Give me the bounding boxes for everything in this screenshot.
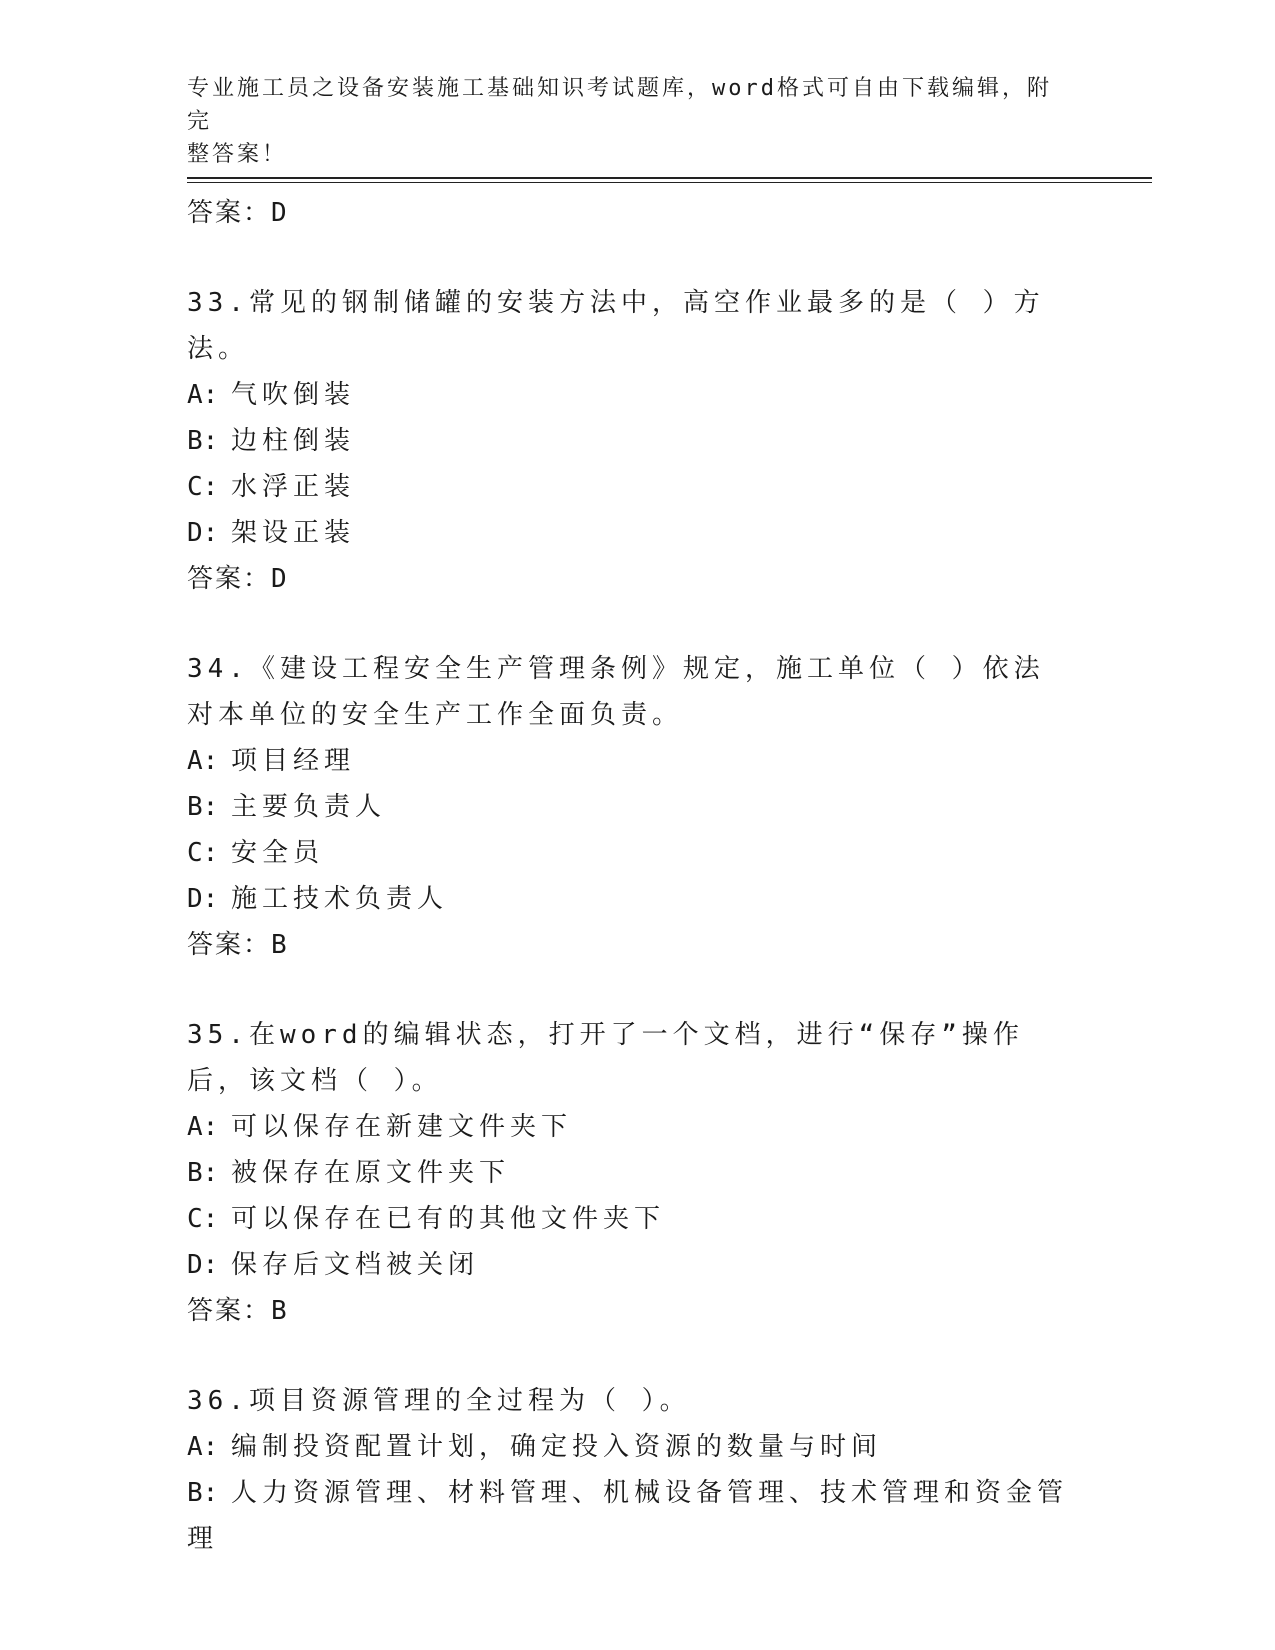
option-d (187, 510, 1087, 556)
option-b (187, 784, 1087, 830)
option-key: B: (187, 426, 219, 456)
option-key: B: (187, 792, 219, 822)
option-b (187, 1470, 1087, 1554)
question-list (187, 190, 1087, 1554)
option-key: C: (187, 838, 219, 868)
answer-label: 答案：D (187, 564, 289, 594)
option-text: 边柱倒装 (231, 426, 356, 456)
option-key: B: (187, 1158, 219, 1188)
header-line-1: 专业施工员之设备安装施工基础知识考试题库，word格式可自由下载编辑，附完 (187, 76, 1052, 134)
option-key: A: (187, 380, 219, 410)
option-text: 项目经理 (231, 746, 356, 776)
option-key: A: (187, 1112, 219, 1142)
option-text: 主要负责人 (231, 792, 387, 822)
option-key: C: (187, 472, 219, 502)
document-header (187, 72, 1067, 171)
option-key: D: (187, 1250, 219, 1280)
option-key: B: (187, 1478, 219, 1508)
option-a (187, 1104, 1087, 1150)
option-text: 可以保存在已有的其他文件夹下 (231, 1204, 666, 1234)
option-key: C: (187, 1204, 219, 1234)
question-stem: 34.《建设工程安全生产管理条例》规定，施工单位（ ）依法对本单位的安全生产工作全面负责。 (187, 654, 1045, 730)
option-b (187, 1150, 1087, 1196)
option-a (187, 372, 1087, 418)
answer-label: 答案：B (187, 1296, 289, 1326)
option-text: 气吹倒装 (231, 380, 356, 410)
option-text: 编制投资配置计划，确定投入资源的数量与时间 (231, 1432, 883, 1462)
option-c (187, 464, 1087, 510)
answer-label: 答案：B (187, 930, 289, 960)
answer-label: 答案：D (187, 198, 289, 228)
option-text: 可以保存在新建文件夹下 (231, 1112, 573, 1142)
option-text: 被保存在原文件夹下 (231, 1158, 511, 1188)
option-c (187, 1196, 1087, 1242)
option-key: A: (187, 746, 219, 776)
option-d (187, 876, 1087, 922)
option-key: D: (187, 884, 219, 914)
question-stem: 36.项目资源管理的全过程为（ ）。 (187, 1386, 691, 1416)
question-stem: 33.常见的钢制储罐的安装方法中，高空作业最多的是（ ）方法。 (187, 288, 1045, 364)
option-a (187, 738, 1087, 784)
option-text: 水浮正装 (231, 472, 356, 502)
option-text: 保存后文档被关闭 (231, 1250, 480, 1280)
option-text: 人力资源管理、材料管理、机械设备管理、技术管理和资金管理 (187, 1478, 1069, 1554)
option-key: D: (187, 518, 219, 548)
option-c (187, 830, 1087, 876)
question-item (187, 646, 1087, 968)
question-item (187, 1012, 1087, 1334)
option-a (187, 1424, 1087, 1470)
option-d (187, 1242, 1087, 1288)
question-stem: 35.在word的编辑状态，打开了一个文档，进行“保存”操作后，该文档（ ）。 (187, 1020, 1024, 1096)
header-line-2: 整答案！ (187, 142, 288, 167)
question-item (187, 280, 1087, 602)
option-text: 施工技术负责人 (231, 884, 449, 914)
header-divider (187, 177, 1152, 179)
question-item (187, 1378, 1087, 1554)
header-divider-thin (187, 182, 1152, 183)
option-key: A: (187, 1432, 219, 1462)
option-text: 安全员 (231, 838, 325, 868)
option-b (187, 418, 1087, 464)
option-text: 架设正装 (231, 518, 356, 548)
